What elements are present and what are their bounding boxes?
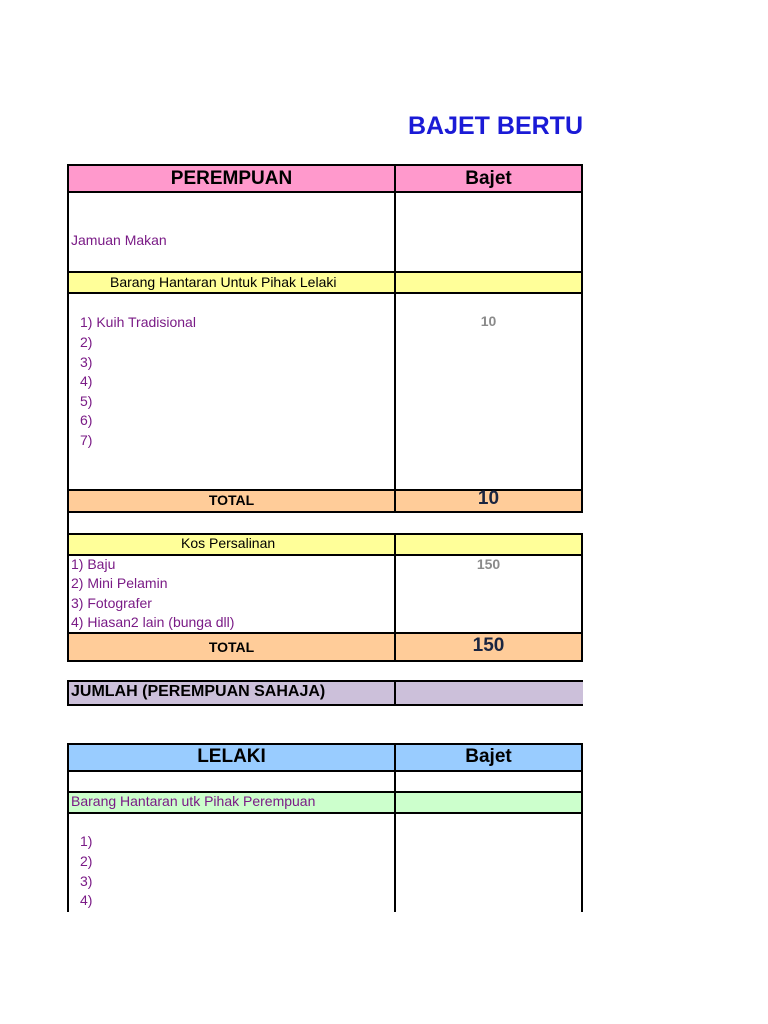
list-item: 5)	[80, 393, 93, 409]
kos-title-row	[67, 533, 583, 556]
list-item: 3) Fotografer	[71, 595, 152, 611]
list-item: 1) Baju	[71, 556, 116, 572]
list-item: 2) Mini Pelamin	[71, 575, 168, 591]
list-item: 4)	[80, 892, 93, 908]
hantaran-title: Barang Hantaran Untuk Pihak Lelaki	[110, 274, 337, 290]
spacer-row	[67, 511, 69, 535]
jumlah-label: JUMLAH (PEREMPUAN SAHAJA)	[71, 683, 326, 700]
list-item: 4)	[80, 373, 93, 389]
total-label: TOTAL	[208, 492, 255, 508]
list-item: 2)	[80, 334, 93, 350]
page-title: BAJET BERTU	[408, 112, 584, 140]
perempuan-bajet-header: Bajet	[465, 168, 512, 189]
hantaran-list	[80, 312, 380, 472]
jamuan-label: Jamuan Makan	[71, 232, 167, 248]
kos-total-label: TOTAL	[208, 639, 255, 655]
hantaran-bajet-value: 10	[480, 313, 497, 329]
lelaki-header: LELAKI	[197, 746, 266, 767]
total-value: 10	[477, 488, 500, 509]
lelaki-empty-row	[67, 770, 583, 793]
list-item: 2)	[80, 853, 93, 869]
kos-title: Kos Persalinan	[181, 535, 276, 551]
kos-total-value: 150	[472, 635, 505, 656]
list-item: 7)	[80, 432, 93, 448]
list-item: 6)	[80, 412, 93, 428]
list-item: 3)	[80, 354, 93, 370]
perempuan-header: PEREMPUAN	[170, 168, 293, 189]
kos-list	[71, 554, 391, 634]
list-item: 1) Kuih Tradisional	[80, 314, 196, 330]
lelaki-hantaran-title: Barang Hantaran utk Pihak Perempuan	[71, 793, 316, 809]
lelaki-hantaran-list	[80, 831, 380, 911]
list-item: 4) Hiasan2 lain (bunga dll)	[71, 614, 235, 630]
lelaki-bajet-header: Bajet	[465, 746, 512, 767]
list-item: 3)	[80, 873, 93, 889]
kos-bajet-value: 150	[476, 556, 501, 572]
list-item: 1)	[80, 833, 93, 849]
